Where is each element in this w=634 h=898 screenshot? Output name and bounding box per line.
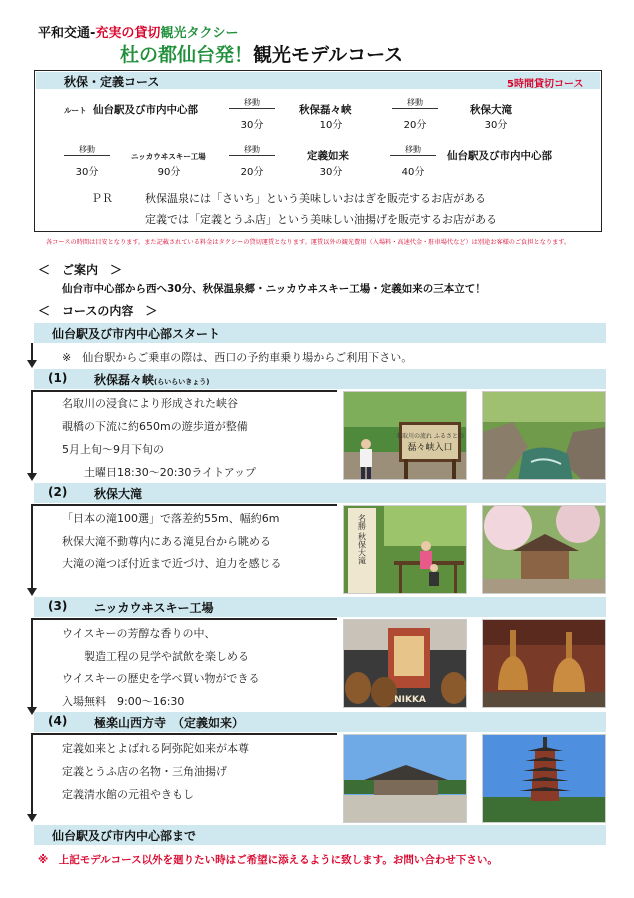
stop-number: (1) bbox=[48, 371, 68, 385]
timeline-branch bbox=[31, 618, 337, 620]
svg-text:名勝 秋保大滝: 名勝 秋保大滝 bbox=[357, 514, 367, 565]
stop-desc-line: 定義如来とよばれる阿弥陀如来が本尊 bbox=[62, 742, 249, 755]
end-bar-label: 仙台駅及び市内中心部まで bbox=[52, 829, 197, 843]
stop-desc-line: 「日本の滝100選」で落差約55m、幅約6m bbox=[62, 512, 280, 525]
route-label: ルート bbox=[64, 106, 87, 115]
route-stop-1: 秋保磊々峡 bbox=[299, 104, 352, 116]
stop-ruby: (らいらいきょう) bbox=[154, 378, 210, 386]
page-title: 杜の都仙台発！観光モデルコース bbox=[120, 44, 404, 66]
move-time: 30分 bbox=[240, 120, 264, 131]
move-label: 移動 bbox=[64, 145, 110, 156]
svg-text:NIKKA: NIKKA bbox=[394, 695, 426, 705]
stop-time: 90分 bbox=[157, 167, 181, 178]
move-time: 40分 bbox=[401, 167, 425, 178]
guide-text: 仙台市中心部から西へ30分、秋保温泉郷・ニッカウヰスキー工場・定義如来の三本立て！ bbox=[62, 283, 486, 295]
photo-saihoji-gate bbox=[343, 734, 467, 823]
stop-name: 秋保磊々峡(らいらいきょう) bbox=[94, 373, 210, 387]
slogan-red: 充実の貸切 bbox=[95, 26, 161, 41]
photo-gorge-river bbox=[482, 391, 606, 480]
start-note: ※ 仙台駅からご乗車の際は、西口の予約車乗り場からご利用下さい。 bbox=[62, 351, 413, 364]
course-name: 秋保・定義コース bbox=[64, 75, 160, 89]
stop-desc-line: 製造工程の見学や試飲を楽しめる bbox=[62, 650, 249, 663]
stop-desc-line: 名取川の浸食により形成された峡谷 bbox=[62, 397, 238, 410]
guide-heading: ＜ ご案内 ＞ bbox=[38, 263, 123, 277]
stop-name: 極楽山西方寺 （定義如来） bbox=[94, 716, 245, 730]
move-label: 移動 bbox=[229, 145, 275, 156]
timeline-line bbox=[31, 390, 33, 474]
stop-desc-line: 大滝の滝つぼ付近まで近づけ、迫力を感じる bbox=[62, 557, 282, 570]
photo-waterfall-sign bbox=[343, 505, 467, 594]
stop-number: (4) bbox=[48, 714, 68, 728]
stop-desc-line: 定義清水館の元祖やきもし bbox=[62, 788, 194, 801]
pr-line-1: 秋保温泉には「さいち」という美味しいおはぎを販売するお店がある bbox=[145, 192, 486, 205]
timeline-arrow bbox=[27, 814, 37, 822]
photo-gorge-entrance bbox=[343, 391, 467, 480]
svg-text:名取川の流れ ふるさとの: 名取川の流れ ふるさとの bbox=[396, 433, 464, 440]
stop-desc-line: 覗橋の下流に約650mの遊歩道が整備 bbox=[62, 420, 248, 433]
company-line: 平和交通-充実の貸切観光タクシー bbox=[38, 26, 239, 41]
move-time: 30分 bbox=[75, 167, 99, 178]
photo-nikka-barrels bbox=[343, 619, 467, 708]
timeline-branch bbox=[31, 504, 337, 506]
move-time: 20分 bbox=[240, 167, 264, 178]
footer-note: ※ 上記モデルコース以外を廻りたい時はご希望に添えるように致します。お問い合わせ下さい。 bbox=[38, 854, 498, 866]
timeline-branch bbox=[31, 390, 337, 392]
company-name: 平和交通 bbox=[38, 26, 91, 41]
move-label: 移動 bbox=[390, 145, 436, 156]
start-bar-label: 仙台駅及び市内中心部スタート bbox=[52, 327, 221, 341]
stop-desc-line: 5月上旬～9月下旬の bbox=[62, 443, 164, 456]
stop-desc-line: ウイスキーの芳醇な香りの中、 bbox=[62, 627, 216, 640]
photo-five-story-pagoda bbox=[482, 734, 606, 823]
stop-number: (2) bbox=[48, 485, 68, 499]
stop-desc-line: 定義とうふ店の名物・三角油揚げ bbox=[62, 765, 227, 778]
stop-desc-line: 入場無料 9:00～16:30 bbox=[62, 695, 185, 708]
stop-time: 30分 bbox=[319, 167, 343, 178]
photo-nikka-stills bbox=[482, 619, 606, 708]
stop-desc-line: 秋保大滝不動尊内にある滝見台から眺める bbox=[62, 535, 271, 548]
stop-desc-line: 土曜日18:30～20:30ライトアップ bbox=[62, 466, 256, 479]
timeline-arrow bbox=[27, 588, 37, 596]
pr-label: ＰＲ bbox=[91, 192, 113, 205]
pr-line-2: 定義では「定義とうふ店」という美味しい油揚げを販売するお店がある bbox=[145, 213, 497, 226]
fare-note: 各コースの時間は目安となります。また記載されている料金はタクシーの貸切運賃となります。運賃以外の観光費用（入場料・高速代金・駐車場代など）は別途お客様のご負担となります。 bbox=[46, 239, 571, 246]
timeline-arrow bbox=[27, 360, 37, 368]
timeline-line bbox=[31, 343, 33, 361]
route-stop-3: ニッカウヰスキー工場 bbox=[131, 152, 206, 161]
content-heading: ＜ コースの内容 ＞ bbox=[38, 304, 158, 318]
timeline-branch bbox=[31, 733, 337, 735]
timeline-arrow bbox=[27, 473, 37, 481]
stop-desc-line: ウイスキーの歴史を学べ買い物ができる bbox=[62, 672, 260, 685]
course-hours: 5時間貸切コース bbox=[507, 79, 584, 90]
move-time: 20分 bbox=[403, 120, 427, 131]
route-stop-4: 定義如来 bbox=[307, 150, 349, 162]
svg-text:磊々峡入口: 磊々峡入口 bbox=[407, 443, 453, 453]
timeline-line bbox=[31, 504, 33, 589]
move-label: 移動 bbox=[229, 98, 275, 109]
route-stop-2: 秋保大滝 bbox=[470, 104, 512, 116]
timeline-line bbox=[31, 733, 33, 815]
timeline-line bbox=[31, 618, 33, 708]
route-start: 仙台駅及び市内中心部 bbox=[93, 104, 198, 116]
stop-number: (3) bbox=[48, 599, 68, 613]
stop-time: 30分 bbox=[484, 120, 508, 131]
stop-time: 10分 bbox=[319, 120, 343, 131]
slogan-green: 観光タクシー bbox=[160, 26, 239, 41]
route-end: 仙台駅及び市内中心部 bbox=[447, 150, 552, 162]
move-label: 移動 bbox=[392, 98, 438, 109]
stop-name: 秋保大滝 bbox=[94, 487, 143, 501]
stop-name: ニッカウヰスキー工場 bbox=[94, 601, 214, 615]
photo-fudoson-temple bbox=[482, 505, 606, 594]
